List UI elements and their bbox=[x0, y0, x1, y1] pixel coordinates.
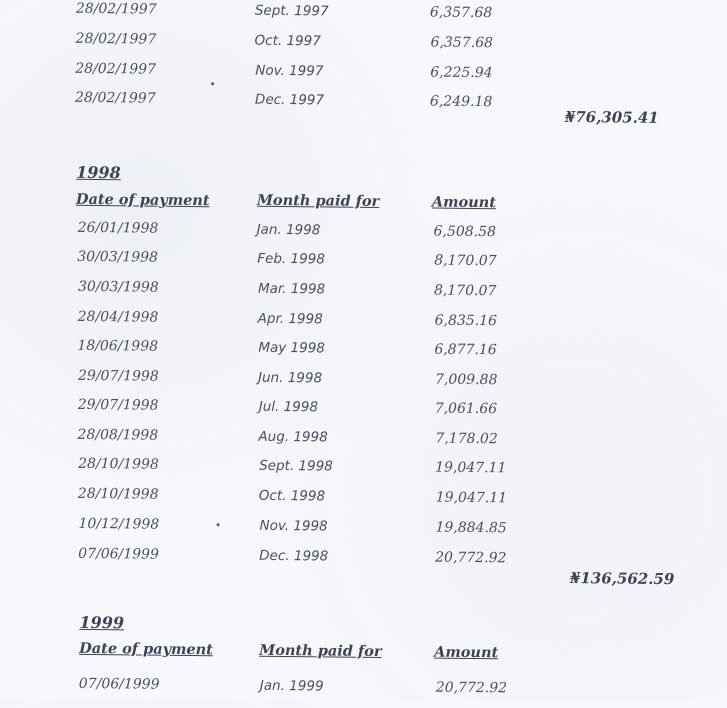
amount: 6,357.68 bbox=[430, 34, 494, 52]
table-row bbox=[0, 513, 722, 541]
table-row bbox=[0, 306, 724, 334]
amount: 6,877.16 bbox=[434, 341, 497, 359]
month-paid: Dec. 1997 bbox=[254, 91, 325, 109]
table-row bbox=[0, 543, 721, 571]
month-paid: Feb. 1998 bbox=[257, 250, 325, 268]
amount: 19,047.11 bbox=[435, 489, 508, 507]
month-paid: Aug. 1998 bbox=[258, 428, 328, 446]
amount: 7,178.02 bbox=[435, 430, 498, 448]
table-row bbox=[0, 246, 724, 274]
month-paid: Sept. 1998 bbox=[259, 457, 333, 475]
month-paid: Jan. 1998 bbox=[256, 221, 321, 239]
month-paid: Dec. 1998 bbox=[259, 547, 329, 565]
table-row bbox=[0, 673, 720, 701]
payment-date: 28/10/1998 bbox=[77, 485, 159, 503]
amount: 20,772.92 bbox=[435, 679, 508, 697]
column-header-date: Date of payment bbox=[79, 639, 213, 659]
month-paid: Oct. 1997 bbox=[254, 32, 321, 50]
amount: 19,884.85 bbox=[435, 519, 507, 537]
year-heading: 1999 bbox=[79, 612, 125, 633]
table-row bbox=[0, 365, 723, 393]
table-row bbox=[0, 483, 722, 511]
table-row bbox=[0, 394, 723, 422]
column-header-amount: Amount bbox=[434, 643, 499, 662]
column-header-month: Month paid for bbox=[256, 191, 380, 210]
payment-date: 30/03/1998 bbox=[77, 278, 159, 296]
amount: 7,061.66 bbox=[434, 400, 498, 418]
amount: 6,835.16 bbox=[434, 312, 498, 330]
scan-speck bbox=[217, 523, 220, 526]
table-row bbox=[0, 424, 723, 452]
table-row bbox=[0, 453, 722, 481]
payment-date: 28/02/1997 bbox=[75, 0, 157, 18]
amount: 8,170.07 bbox=[433, 282, 497, 300]
amount: 6,249.18 bbox=[429, 93, 493, 111]
payment-date: 28/02/1997 bbox=[74, 89, 156, 107]
amount: 7,009.88 bbox=[434, 371, 498, 389]
table-row bbox=[0, 0, 727, 26]
payment-date: 28/02/1997 bbox=[75, 30, 157, 48]
month-paid: Mar. 1998 bbox=[257, 280, 326, 298]
column-header-date: Date of payment bbox=[75, 190, 210, 210]
amount: 20,772.92 bbox=[435, 549, 507, 567]
table-row bbox=[0, 276, 724, 304]
table-row bbox=[0, 217, 725, 245]
month-paid: Jul. 1998 bbox=[258, 398, 319, 416]
year-total: ₦76,305.41 bbox=[564, 107, 659, 127]
payment-date: 07/06/1999 bbox=[78, 545, 159, 563]
month-paid: May 1998 bbox=[258, 339, 326, 357]
amount: 6,225.94 bbox=[430, 64, 493, 82]
table-row bbox=[0, 335, 723, 363]
month-paid: Nov. 1997 bbox=[255, 62, 324, 80]
payment-date: 28/02/1997 bbox=[75, 60, 157, 78]
payment-date: 07/06/1999 bbox=[78, 675, 160, 693]
amount: 8,170.07 bbox=[434, 252, 497, 270]
month-paid: Apr. 1998 bbox=[257, 310, 323, 328]
payment-date: 30/03/1998 bbox=[77, 248, 159, 266]
column-header-amount: Amount bbox=[431, 193, 497, 212]
payment-date: 29/07/1998 bbox=[77, 367, 159, 385]
month-paid: Jun. 1998 bbox=[257, 369, 323, 387]
column-header-month: Month paid for bbox=[259, 641, 382, 661]
payment-date: 28/04/1998 bbox=[77, 308, 159, 326]
payment-date: 18/06/1998 bbox=[77, 337, 159, 355]
table-row bbox=[0, 58, 726, 86]
table-row bbox=[0, 28, 727, 56]
scan-speck bbox=[211, 82, 214, 85]
year-total: ₦136,562.59 bbox=[569, 569, 675, 589]
amount: 6,508.58 bbox=[433, 223, 497, 241]
payment-date: 26/01/1998 bbox=[77, 219, 159, 237]
month-paid: Oct. 1998 bbox=[258, 487, 326, 505]
year-heading: 1998 bbox=[76, 162, 121, 183]
payment-date: 29/07/1998 bbox=[77, 396, 159, 414]
payment-date: 10/12/1998 bbox=[78, 515, 160, 533]
payment-date: 28/08/1998 bbox=[77, 426, 159, 444]
month-paid: Jan. 1999 bbox=[259, 677, 324, 695]
amount: 19,047.11 bbox=[435, 459, 507, 477]
month-paid: Sept. 1997 bbox=[254, 2, 329, 20]
amount: 6,357.68 bbox=[429, 4, 493, 22]
payment-date: 28/10/1998 bbox=[78, 455, 159, 473]
month-paid: Nov. 1998 bbox=[259, 517, 328, 535]
